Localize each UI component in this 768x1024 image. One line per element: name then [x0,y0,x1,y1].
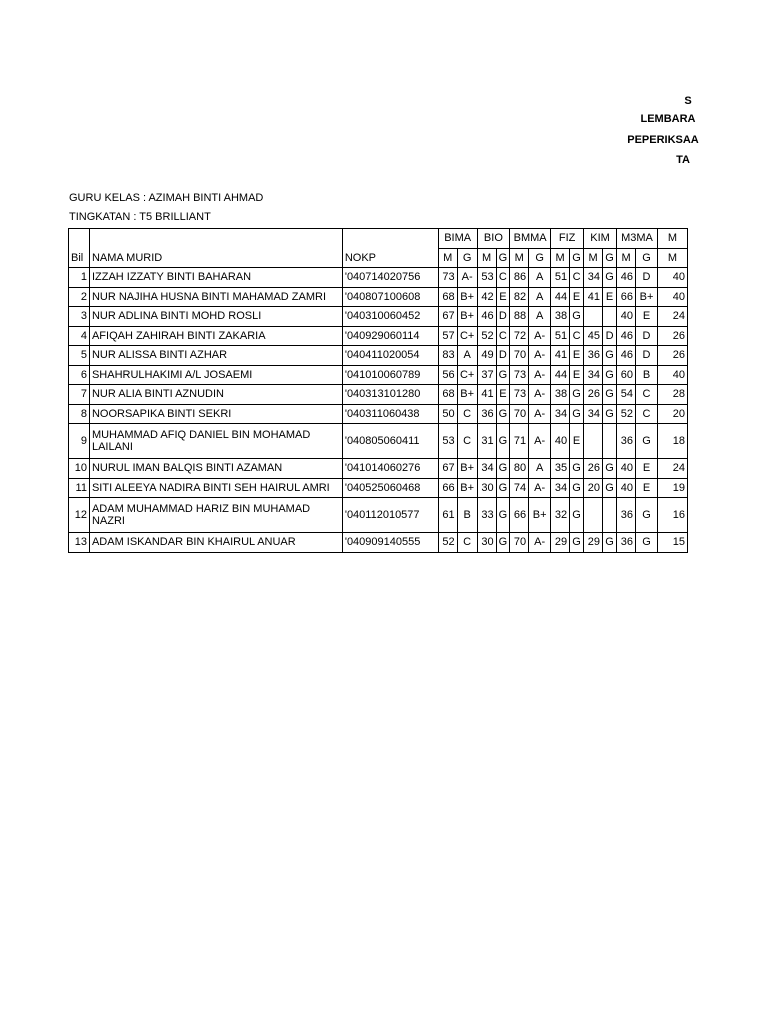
results-table-viewport [68,228,688,553]
cell-nama: IZZAH IZZATY BINTI BAHARAN [89,268,342,288]
cell-nama: AFIQAH ZAHIRAH BINTI ZAKARIA [89,326,342,346]
cell-mark: 16 [657,498,687,533]
cell-grade: E [603,287,617,307]
cell-nokp: '040525060468 [342,478,438,498]
cell-grade: A- [457,268,477,288]
cell-mark: 68 [438,287,457,307]
cell-mark: 72 [510,326,529,346]
cell-mark: 26 [584,385,603,405]
cell-mark: 53 [438,424,457,459]
cell-grade [603,498,617,533]
cell-mark: 80 [510,459,529,479]
cell-grade: G [570,498,584,533]
table-row [69,478,688,498]
cell-mark: 24 [657,307,687,327]
cell-nokp: '040929060114 [342,326,438,346]
cell-grade: C [457,533,477,553]
cell-grade: A- [529,533,551,553]
cell-grade: A [529,459,551,479]
cell-grade: D [496,307,510,327]
cell-grade: G [603,478,617,498]
cell-mark: 34 [551,404,570,424]
cell-grade: B [457,498,477,533]
cell-grade: C [496,326,510,346]
table-row [69,404,688,424]
header-m: M [551,248,570,268]
cell-bil: 6 [69,365,90,385]
cell-mark: 37 [477,365,496,385]
cell-grade: A- [529,385,551,405]
cell-nokp: '040411020054 [342,346,438,366]
cell-grade: E [496,287,510,307]
cell-mark: 20 [657,404,687,424]
cell-grade: C [570,268,584,288]
cell-nokp: '040310060452 [342,307,438,327]
cell-bil: 5 [69,346,90,366]
cell-bil: 4 [69,326,90,346]
cell-nokp: '040714020756 [342,268,438,288]
cell-mark: 41 [584,287,603,307]
cell-mark: 73 [510,385,529,405]
cell-grade: E [570,346,584,366]
cell-mark: 32 [551,498,570,533]
cell-mark: 70 [510,404,529,424]
cell-grade: C [457,424,477,459]
cell-mark: 41 [477,385,496,405]
cell-grade: G [603,268,617,288]
cell-grade: E [636,459,658,479]
cell-nokp: '040311060438 [342,404,438,424]
cell-mark: 46 [617,326,636,346]
header-g: G [636,248,658,268]
cell-nokp: '040909140555 [342,533,438,553]
table-row [69,287,688,307]
cell-mark: 44 [551,365,570,385]
cell-mark: 66 [510,498,529,533]
cell-nama: ADAM MUHAMMAD HARIZ BIN MUHAMAD NAZRI [89,498,342,533]
cell-mark: 67 [438,459,457,479]
cell-mark: 20 [584,478,603,498]
cell-grade: G [636,533,658,553]
cell-mark: 38 [551,385,570,405]
cell-mark [584,498,603,533]
cell-mark: 40 [617,478,636,498]
header-m: M [617,248,636,268]
cell-mark: 54 [617,385,636,405]
cell-nama: NUR ALIA BINTI AZNUDIN [89,385,342,405]
cell-bil: 11 [69,478,90,498]
header-m: M [477,248,496,268]
cell-grade: G [570,404,584,424]
cell-bil: 1 [69,268,90,288]
cell-mark: 51 [551,326,570,346]
cell-grade: C [636,385,658,405]
cell-bil: 3 [69,307,90,327]
cell-mark: 40 [617,307,636,327]
cell-grade: B+ [457,459,477,479]
cell-bil: 10 [69,459,90,479]
cell-mark: 42 [477,287,496,307]
cell-mark: 30 [477,478,496,498]
cell-mark: 19 [657,478,687,498]
cell-mark: 61 [438,498,457,533]
cell-mark: 52 [617,404,636,424]
cell-grade: B+ [636,287,658,307]
cell-bil: 8 [69,404,90,424]
header-nokp: NOKP [342,248,438,268]
cell-grade: E [570,365,584,385]
cell-nama: MUHAMMAD AFIQ DANIEL BIN MOHAMAD LAILANI [89,424,342,459]
cell-grade: A [529,287,551,307]
cell-nokp: '040805060411 [342,424,438,459]
header-g: G [603,248,617,268]
cell-grade: E [636,478,658,498]
cell-grade: G [496,498,510,533]
cell-mark: 45 [584,326,603,346]
cell-mark: 36 [617,498,636,533]
header-row-labels [69,248,688,268]
cell-grade: G [496,459,510,479]
cell-mark: 41 [551,346,570,366]
cell-mark: 36 [617,424,636,459]
cell-mark: 52 [438,533,457,553]
cell-grade: G [636,424,658,459]
cell-mark: 66 [617,287,636,307]
cell-grade: G [570,459,584,479]
header-nokp-top [342,229,438,249]
cell-nokp: '040807100608 [342,287,438,307]
cell-grade: G [636,498,658,533]
header-m: M [584,248,603,268]
subject-fiz: FIZ [551,229,584,249]
cell-grade [603,307,617,327]
cell-mark [584,307,603,327]
guru-kelas-label: GURU KELAS : AZIMAH BINTI AHMAD [69,192,264,204]
cell-bil: 9 [69,424,90,459]
cell-bil: 12 [69,498,90,533]
cell-grade: G [496,424,510,459]
cell-grade: G [496,533,510,553]
cell-mark: 34 [477,459,496,479]
cell-mark [584,424,603,459]
cell-grade [603,424,617,459]
cell-bil: 13 [69,533,90,553]
header-nama: NAMA MURID [89,248,342,268]
table-row [69,346,688,366]
cell-grade: G [603,533,617,553]
header-g: G [529,248,551,268]
header-m: M [438,248,457,268]
cell-mark: 34 [584,268,603,288]
cell-mark: 88 [510,307,529,327]
cell-grade: A- [529,404,551,424]
cell-mark: 57 [438,326,457,346]
cell-nokp: '040313101280 [342,385,438,405]
cell-mark: 28 [657,385,687,405]
cell-grade: G [570,533,584,553]
cell-mark: 46 [617,346,636,366]
table-row [69,498,688,533]
cell-mark: 30 [477,533,496,553]
cell-mark: 34 [551,478,570,498]
cell-mark: 44 [551,287,570,307]
table-row [69,326,688,346]
subject-kim: KIM [584,229,617,249]
tingkatan-label: TINGKATAN : T5 BRILLIANT [69,211,211,223]
cell-grade: G [496,478,510,498]
results-table [68,228,688,553]
cell-grade: A- [529,424,551,459]
cell-grade: A- [529,326,551,346]
cell-mark: 71 [510,424,529,459]
cell-mark: 26 [657,326,687,346]
cell-mark: 53 [477,268,496,288]
cell-grade: B+ [457,307,477,327]
table-row [69,459,688,479]
cell-grade: D [636,268,658,288]
cell-grade: B+ [457,478,477,498]
cell-grade: C [570,326,584,346]
cell-mark: 26 [657,346,687,366]
header-m: M [657,248,687,268]
cell-mark: 51 [551,268,570,288]
cell-grade: E [570,424,584,459]
cell-mark: 70 [510,346,529,366]
subject-bima: BIMA [438,229,477,249]
cell-grade: B+ [529,498,551,533]
cell-grade: G [603,346,617,366]
header-nama-top [89,229,342,249]
cell-grade: D [496,346,510,366]
cell-grade: C+ [457,365,477,385]
cell-grade: G [603,385,617,405]
cell-mark: 34 [584,365,603,385]
cell-mark: 50 [438,404,457,424]
cell-mark: 70 [510,533,529,553]
cell-grade: G [603,459,617,479]
header-g: G [457,248,477,268]
cell-nama: NURUL IMAN BALQIS BINTI AZAMAN [89,459,342,479]
cell-mark: 83 [438,346,457,366]
cell-mark: 52 [477,326,496,346]
cell-nama: NOORSAPIKA BINTI SEKRI [89,404,342,424]
cell-mark: 15 [657,533,687,553]
cell-mark: 36 [617,533,636,553]
cell-grade: C+ [457,326,477,346]
cell-mark: 46 [617,268,636,288]
cell-mark: 36 [584,346,603,366]
header-bil-top [69,229,90,249]
header-row-subjects [69,229,688,249]
cell-nokp: '041010060789 [342,365,438,385]
subject-bio: BIO [477,229,510,249]
cell-mark: 35 [551,459,570,479]
cell-nama: SITI ALEEYA NADIRA BINTI SEH HAIRUL AMRI [89,478,342,498]
cell-mark: 40 [551,424,570,459]
cell-grade: B+ [457,385,477,405]
cell-mark: 73 [510,365,529,385]
cell-grade: E [570,287,584,307]
cell-mark: 86 [510,268,529,288]
header-g: G [570,248,584,268]
cell-grade: B+ [457,287,477,307]
cell-mark: 34 [584,404,603,424]
cell-grade: G [570,307,584,327]
table-row [69,365,688,385]
cell-mark: 82 [510,287,529,307]
cell-grade: D [636,326,658,346]
table-row [69,533,688,553]
cell-grade: A [529,268,551,288]
table-row [69,268,688,288]
cell-grade: B [636,365,658,385]
subject-m3ma: M3MA [617,229,658,249]
table-row [69,307,688,327]
table-row [69,385,688,405]
cell-nama: SHAHRULHAKIMI A/L JOSAEMI [89,365,342,385]
cell-grade: C [636,404,658,424]
cell-bil: 2 [69,287,90,307]
cell-grade: E [636,307,658,327]
subject-m: M [657,229,687,249]
cell-nokp: '040112010577 [342,498,438,533]
cell-grade: D [603,326,617,346]
cell-mark: 18 [657,424,687,459]
cell-mark: 33 [477,498,496,533]
cell-mark: 24 [657,459,687,479]
cell-grade: G [570,478,584,498]
cell-grade: G [496,365,510,385]
cell-nama: NUR NAJIHA HUSNA BINTI MAHAMAD ZAMRI [89,287,342,307]
header-bil: Bil [69,248,90,268]
cell-grade: G [603,404,617,424]
cell-nama: ADAM ISKANDAR BIN KHAIRUL ANUAR [89,533,342,553]
cell-mark: 46 [477,307,496,327]
cell-grade: G [570,385,584,405]
cell-mark: 40 [657,365,687,385]
title-line-2: LEMBARA [640,113,696,125]
cell-mark: 74 [510,478,529,498]
cell-grade: A [457,346,477,366]
cell-mark: 38 [551,307,570,327]
cell-mark: 56 [438,365,457,385]
title-line-3: PEPERIKSAA [627,134,699,146]
cell-mark: 29 [551,533,570,553]
cell-bil: 7 [69,385,90,405]
cell-grade: C [457,404,477,424]
cell-mark: 31 [477,424,496,459]
cell-mark: 66 [438,478,457,498]
subject-bmma: BMMA [510,229,551,249]
table-row [69,424,688,459]
title-line-1: S [684,95,692,107]
cell-grade: G [603,365,617,385]
cell-grade: G [496,404,510,424]
cell-grade: C [496,268,510,288]
cell-mark: 26 [584,459,603,479]
cell-mark: 67 [438,307,457,327]
cell-grade: D [636,346,658,366]
cell-mark: 49 [477,346,496,366]
cell-grade: A- [529,346,551,366]
cell-mark: 60 [617,365,636,385]
cell-nama: NUR ALISSA BINTI AZHAR [89,346,342,366]
cell-mark: 40 [657,268,687,288]
cell-mark: 73 [438,268,457,288]
cell-mark: 40 [617,459,636,479]
cell-nama: NUR ADLINA BINTI MOHD ROSLI [89,307,342,327]
cell-grade: A- [529,478,551,498]
cell-nokp: '041014060276 [342,459,438,479]
cell-mark: 29 [584,533,603,553]
cell-mark: 40 [657,287,687,307]
header-m: M [510,248,529,268]
cell-grade: E [496,385,510,405]
header-g: G [496,248,510,268]
cell-grade: A- [529,365,551,385]
cell-mark: 68 [438,385,457,405]
cell-mark: 36 [477,404,496,424]
cell-grade: A [529,307,551,327]
title-line-4: TA [676,154,690,166]
